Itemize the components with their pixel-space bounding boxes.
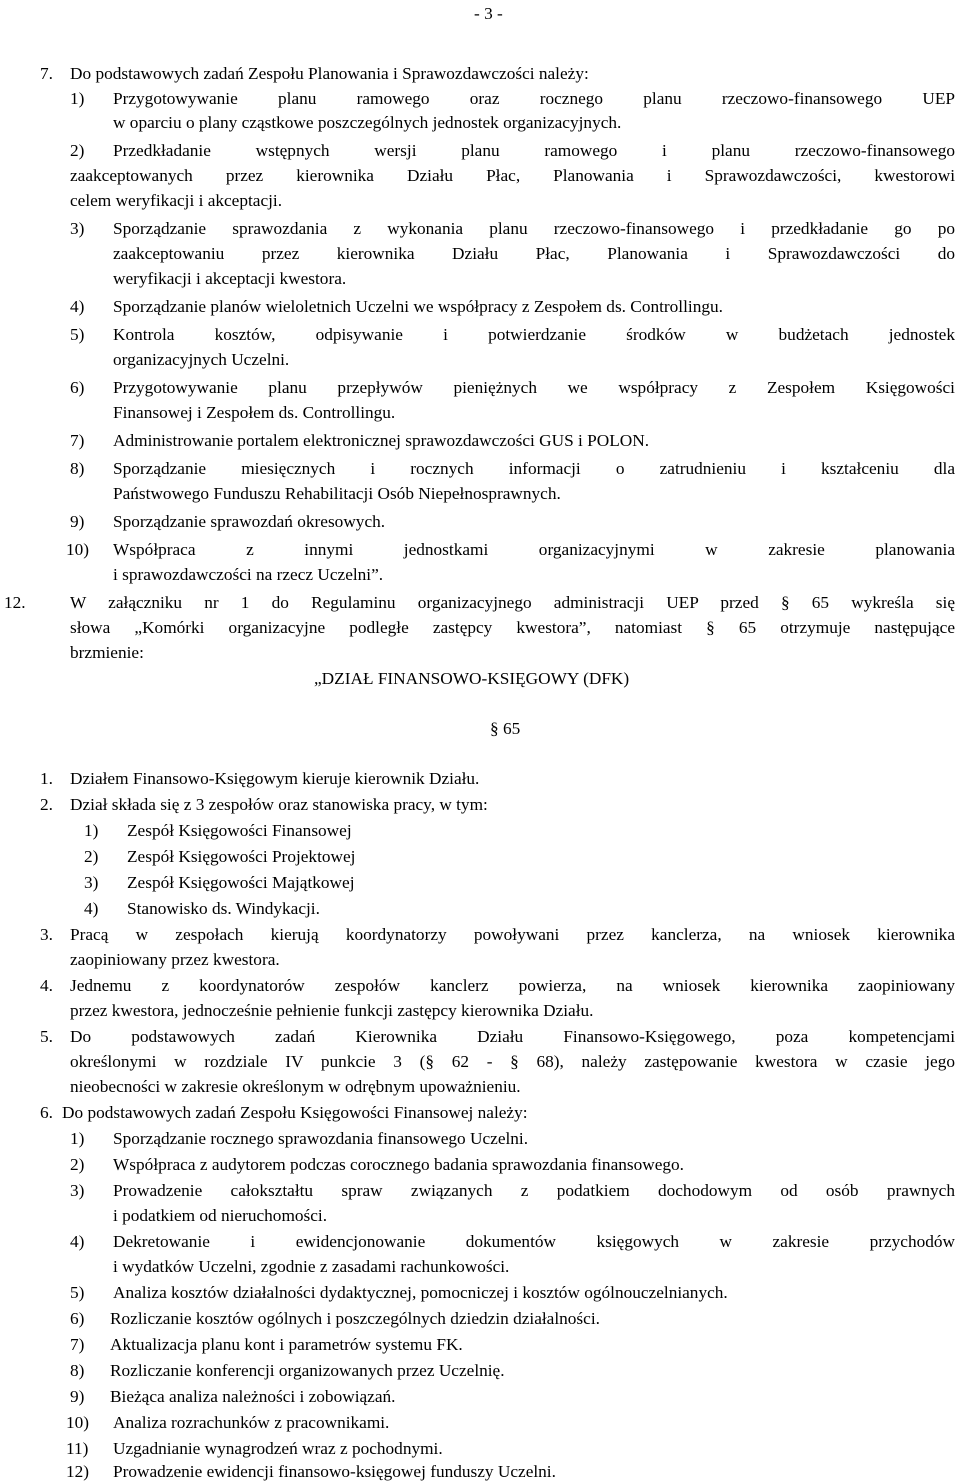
task-number: 4) (70, 1232, 85, 1251)
page-number: - 3 - (474, 4, 503, 23)
item-12-line: słowa „Komórki organizacyjne podległe zastępcy kwestora”, natomiast § 65 otrzymuje następujące (70, 618, 955, 637)
task-line: i wydatków Uczelni, zgodnie z zasadami rachunkowości. (113, 1257, 510, 1276)
item-line: Do podstawowych zadań Kierownika Działu Finansowo-Księgowego, poza kompetencjami (70, 1027, 955, 1046)
item-line: Dział składa się z 3 zespołów oraz stanowiska pracy, w tym: (70, 795, 488, 814)
task-line: Dekretowanie i ewidencjonowanie dokumentów księgowych w zakresie przychodów (113, 1232, 955, 1251)
point-line: w oparciu o plany cząstkowe poszczególnych jednostek organizacyjnych. (113, 113, 622, 132)
item-line: Działem Finansowo-Księgowym kieruje kierownik Działu. (70, 769, 480, 788)
point-line: Finansowej i Zespołem ds. Controllingu. (113, 403, 396, 422)
item-12-line: brzmienie: (70, 643, 144, 662)
task-number: 2) (70, 1155, 85, 1174)
point-line: Sporządzanie sprawozdań okresowych. (113, 512, 386, 531)
task-number: 10) (66, 1413, 90, 1432)
item-number: 6. (40, 1103, 53, 1122)
item-line: Jednemu z koordynatorów zespołów kanclerz powierza, na wniosek kierownika zaopiniowany (70, 976, 955, 995)
task-line: Analiza kosztów działalności dydaktycznej, pomocniczej i kosztów ogólnouczelnianych. (113, 1283, 728, 1302)
point-line: Administrowanie portalem elektronicznej sprawozdawczości GUS i POLON. (113, 431, 650, 450)
task-line: Uzgadnianie wynagrodzeń wraz z pochodnymi. (113, 1439, 443, 1458)
point-line: Przygotowywanie planu ramowego oraz rocznego planu rzeczowo-finansowego UEP (113, 89, 955, 108)
point-number: 5) (70, 325, 85, 344)
item-line: przez kwestora, jednocześnie pełnienie funkcji zastępcy kierownika Działu. (70, 1001, 594, 1020)
point-line: Sporządzanie miesięcznych i rocznych informacji o zatrudnieniu i kształceniu dla (113, 459, 955, 478)
task-number: 7) (70, 1335, 85, 1354)
team-label: Zespół Księgowości Projektowej (127, 847, 356, 866)
item-12-line: W załączniku nr 1 do Regulaminu organizacyjnego administracji UEP przed § 65 wykreśla się (70, 593, 955, 612)
section-title: „DZIAŁ FINANSOWO-KSIĘGOWY (DFK) (314, 669, 630, 688)
task-line: Sporządzanie rocznego sprawozdania finansowego Uczelni. (113, 1129, 529, 1148)
point-line: Państwowego Funduszu Rehabilitacji Osób Niepełnosprawnych. (113, 484, 561, 503)
item-7-intro: Do podstawowych zadań Zespołu Planowania i Sprawozdawczości należy: (70, 64, 589, 83)
item-line: nieobecności w zakresie określonym w odrębnym upoważnieniu. (70, 1077, 521, 1096)
team-number: 1) (84, 821, 99, 840)
task-number: 6) (70, 1309, 85, 1328)
task-number: 1) (70, 1129, 85, 1148)
task-line: Prowadzenie ewidencji finansowo-księgowej funduszy Uczelni. (113, 1462, 556, 1481)
team-label: Stanowisko ds. Windykacji. (127, 899, 320, 918)
task-line: Współpraca z audytorem podczas corocznego badania sprawozdania finansowego. (113, 1155, 684, 1174)
task-line: Aktualizacja planu kont i parametrów systemu FK. (110, 1335, 463, 1354)
task-line: Analiza rozrachunków z pracownikami. (113, 1413, 390, 1432)
item-12-number: 12. (4, 593, 26, 612)
item-number: 2. (40, 795, 53, 814)
point-line: Przygotowywanie planu przepływów pieniężnych we współpracy z Zespołem Księgowości (113, 378, 955, 397)
item-number: 5. (40, 1027, 53, 1046)
task-line: Bieżąca analiza należności i zobowiązań. (110, 1387, 396, 1406)
point-line: Współpraca z innymi jednostkami organizacyjnymi w zakresie planowania (113, 540, 955, 559)
task-number: 12) (66, 1462, 90, 1481)
task-number: 9) (70, 1387, 85, 1406)
team-number: 3) (84, 873, 99, 892)
item-number: 3. (40, 925, 53, 944)
point-number: 1) (70, 89, 85, 108)
item-line: zaopiniowany przez kwestora. (70, 950, 280, 969)
point-line: organizacyjnych Uczelni. (113, 350, 290, 369)
point-line: weryfikacji i akceptacji kwestora. (113, 269, 347, 288)
point-number: 4) (70, 297, 85, 316)
task-line: Rozliczanie kosztów ogólnych i poszczególnych dziedzin działalności. (110, 1309, 600, 1328)
team-number: 2) (84, 847, 99, 866)
team-number: 4) (84, 899, 99, 918)
point-line: zaakceptowaniu przez kierownika Działu Płac, Planowania i Sprawozdawczości do (113, 244, 955, 263)
item-7-number: 7. (40, 64, 53, 83)
task-line: Prowadzenie całokształtu spraw związanych z podatkiem dochodowym od osób prawnych (113, 1181, 955, 1200)
point-number: 7) (70, 431, 85, 450)
task-line: i podatkiem od nieruchomości. (113, 1206, 328, 1225)
point-line: Przedkładanie wstępnych wersji planu ramowego i planu rzeczowo-finansowego (113, 141, 955, 160)
team-label: Zespół Księgowości Majątkowej (127, 873, 355, 892)
point-line: zaakceptowanych przez kierownika Działu Płac, Planowania i Sprawozdawczości, kwestorowi (70, 166, 955, 185)
task-number: 11) (66, 1439, 89, 1458)
item-number: 1. (40, 769, 53, 788)
point-number: 2) (70, 141, 85, 160)
task-number: 5) (70, 1283, 85, 1302)
point-line: celem weryfikacji i akceptacji. (70, 191, 283, 210)
team-label: Zespół Księgowości Finansowej (127, 821, 352, 840)
point-number: 3) (70, 219, 85, 238)
point-line: i sprawozdawczości na rzecz Uczelni”. (113, 565, 384, 584)
task-line: Rozliczanie konferencji organizowanych przez Uczelnię. (110, 1361, 505, 1380)
task-number: 8) (70, 1361, 85, 1380)
point-line: Kontrola kosztów, odpisywanie i potwierdzanie środków w budżetach jednostek (113, 325, 955, 344)
item-line: Pracą w zespołach kierują koordynatorzy powoływani przez kanclerza, na wniosek kierownika (70, 925, 955, 944)
item-line: określonymi w rozdziale IV punkcie 3 (§ 62 - § 68), należy zastępowanie kwestora w czasie jego (70, 1052, 955, 1071)
point-number: 10) (66, 540, 90, 559)
paragraph-sign: § 65 (490, 719, 521, 738)
item-number: 4. (40, 976, 53, 995)
point-line: Sporządzanie planów wieloletnich Uczelni we współpracy z Zespołem ds. Controllingu. (113, 297, 723, 316)
task-number: 3) (70, 1181, 85, 1200)
point-number: 8) (70, 459, 85, 478)
point-number: 9) (70, 512, 85, 531)
point-line: Sporządzanie sprawozdania z wykonania planu rzeczowo-finansowego i przedkładanie go po (113, 219, 955, 238)
item-line: Do podstawowych zadań Zespołu Księgowości Finansowej należy: (62, 1103, 528, 1122)
point-number: 6) (70, 378, 85, 397)
